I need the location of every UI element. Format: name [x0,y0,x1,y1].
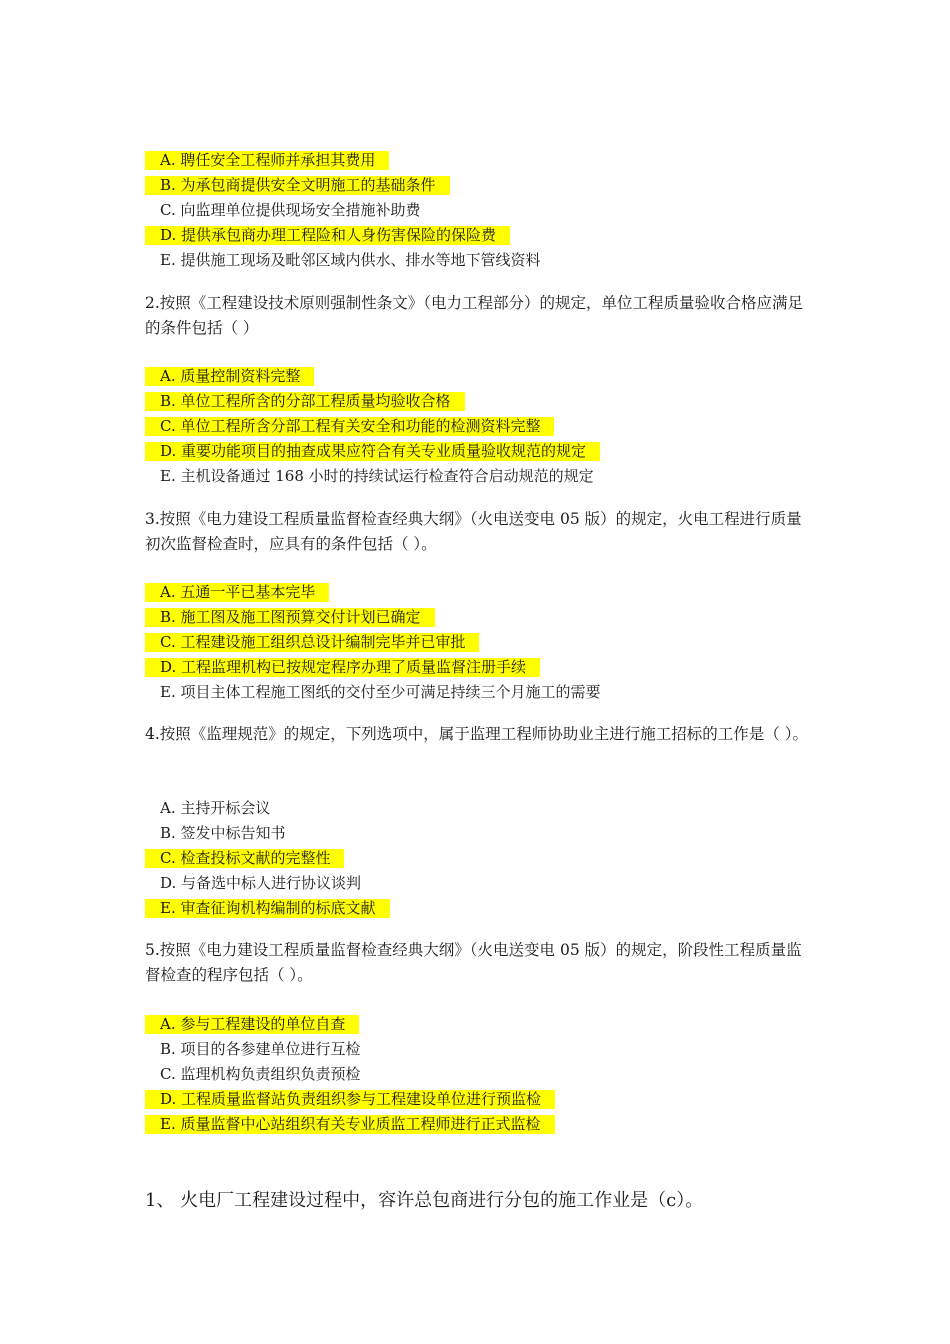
option-item [145,364,608,389]
highlighted-option-text: D. 重要功能项目的抽查成果应符合有关专业质量验收规范的规定 [145,442,600,461]
q2-question: 2.按照《工程建设技术原则强制性条文》（电力工程部分）的规定，单位工程质量验收合格应满足的条件包括（ ） [145,294,804,337]
option-item [145,223,555,248]
option-item [145,1012,555,1037]
highlighted-option-text: A. 聘任安全工程师并承担其费用 [145,151,389,170]
option-item [145,414,608,439]
option-item [145,1062,555,1087]
highlighted-option-text: B. 施工图及施工图预算交付计划已确定 [145,608,435,627]
highlighted-option-text: E. 质量监督中心站组织有关专业质监工程师进行正式监检 [145,1115,555,1134]
option-text: A. 主持开标会议 [160,799,271,817]
q5-options [145,1012,555,1137]
option-text: E. 提供施工现场及毗邻区域内供水、排水等地下管线资料 [160,251,541,269]
option-item [145,248,555,273]
q1-options [145,148,555,273]
highlighted-option-text: A. 五通一平已基本完毕 [145,583,329,602]
option-item [145,439,608,464]
option-item [145,464,608,489]
highlighted-option-text: E. 审查征询机构编制的标底文献 [145,899,390,918]
option-text: D. 与备选中标人进行协议谈判 [160,874,362,892]
option-item [145,796,390,821]
q5-question: 5.按照《电力建设工程质量监督检查经典大纲》（火电送变电 05 版）的规定，阶段性工程质量监督检查的程序包括（ ）。 [145,941,802,984]
option-item [145,389,608,414]
q4-options [145,796,390,921]
option-item [145,821,390,846]
highlighted-option-text: A. 质量控制资料完整 [145,367,314,386]
option-item [145,173,555,198]
highlighted-option-text: D. 提供承包商办理工程险和人身伤害保险的保险费 [145,226,510,245]
highlighted-option-text: A. 参与工程建设的单位自查 [145,1015,359,1034]
highlighted-option-text: B. 为承包商提供安全文明施工的基础条件 [145,176,450,195]
option-text: B. 项目的各参建单位进行互检 [160,1040,361,1058]
option-text: B. 签发中标告知书 [160,824,286,842]
highlighted-option-text: C. 单位工程所含分部工程有关安全和功能的检测资料完整 [145,417,554,436]
option-item [145,148,555,173]
option-item [145,1112,555,1137]
q4-question: 4.按照《监理规范》的规定，下列选项中，属于监理工程师协助业主进行施工招标的工作是（ ）。 [145,725,808,743]
option-text: E. 主机设备通过 168 小时的持续试运行检查符合启动规范的规定 [160,467,594,485]
option-text: C. 监理机构负责组织负责预检 [160,1065,361,1083]
option-text: C. 向监理单位提供现场安全措施补助费 [160,201,421,219]
option-item [145,846,390,871]
option-item [145,1037,555,1062]
q2-options [145,364,608,489]
highlighted-option-text: C. 检查投标文献的完整性 [145,849,344,868]
option-text: E. 项目主体工程施工图纸的交付至少可满足持续三个月施工的需要 [160,683,601,701]
option-item [145,605,615,630]
highlighted-option-text: C. 工程建设施工组织总设计编制完毕并已审批 [145,633,479,652]
option-item [145,198,555,223]
section2-question-1: 1、 火电厂工程建设过程中，容许总包商进行分包的施工作业是（c）。 [145,1190,704,1211]
q3-options [145,580,615,705]
q3-question: 3.按照《电力建设工程质量监督检查经典大纲》（火电送变电 05 版）的规定，火电工程进行质量初次监督检查时，应具有的条件包括（ ）。 [145,510,802,553]
highlighted-option-text: D. 工程监理机构已按规定程序办理了质量监督注册手续 [145,658,540,677]
highlighted-option-text: D. 工程质量监督站负责组织参与工程建设单位进行预监检 [145,1090,555,1109]
option-item [145,896,390,921]
option-item [145,871,390,896]
option-item [145,680,615,705]
option-item [145,580,615,605]
option-item [145,655,615,680]
option-item [145,630,615,655]
option-item [145,1087,555,1112]
highlighted-option-text: B. 单位工程所含的分部工程质量均验收合格 [145,392,465,411]
